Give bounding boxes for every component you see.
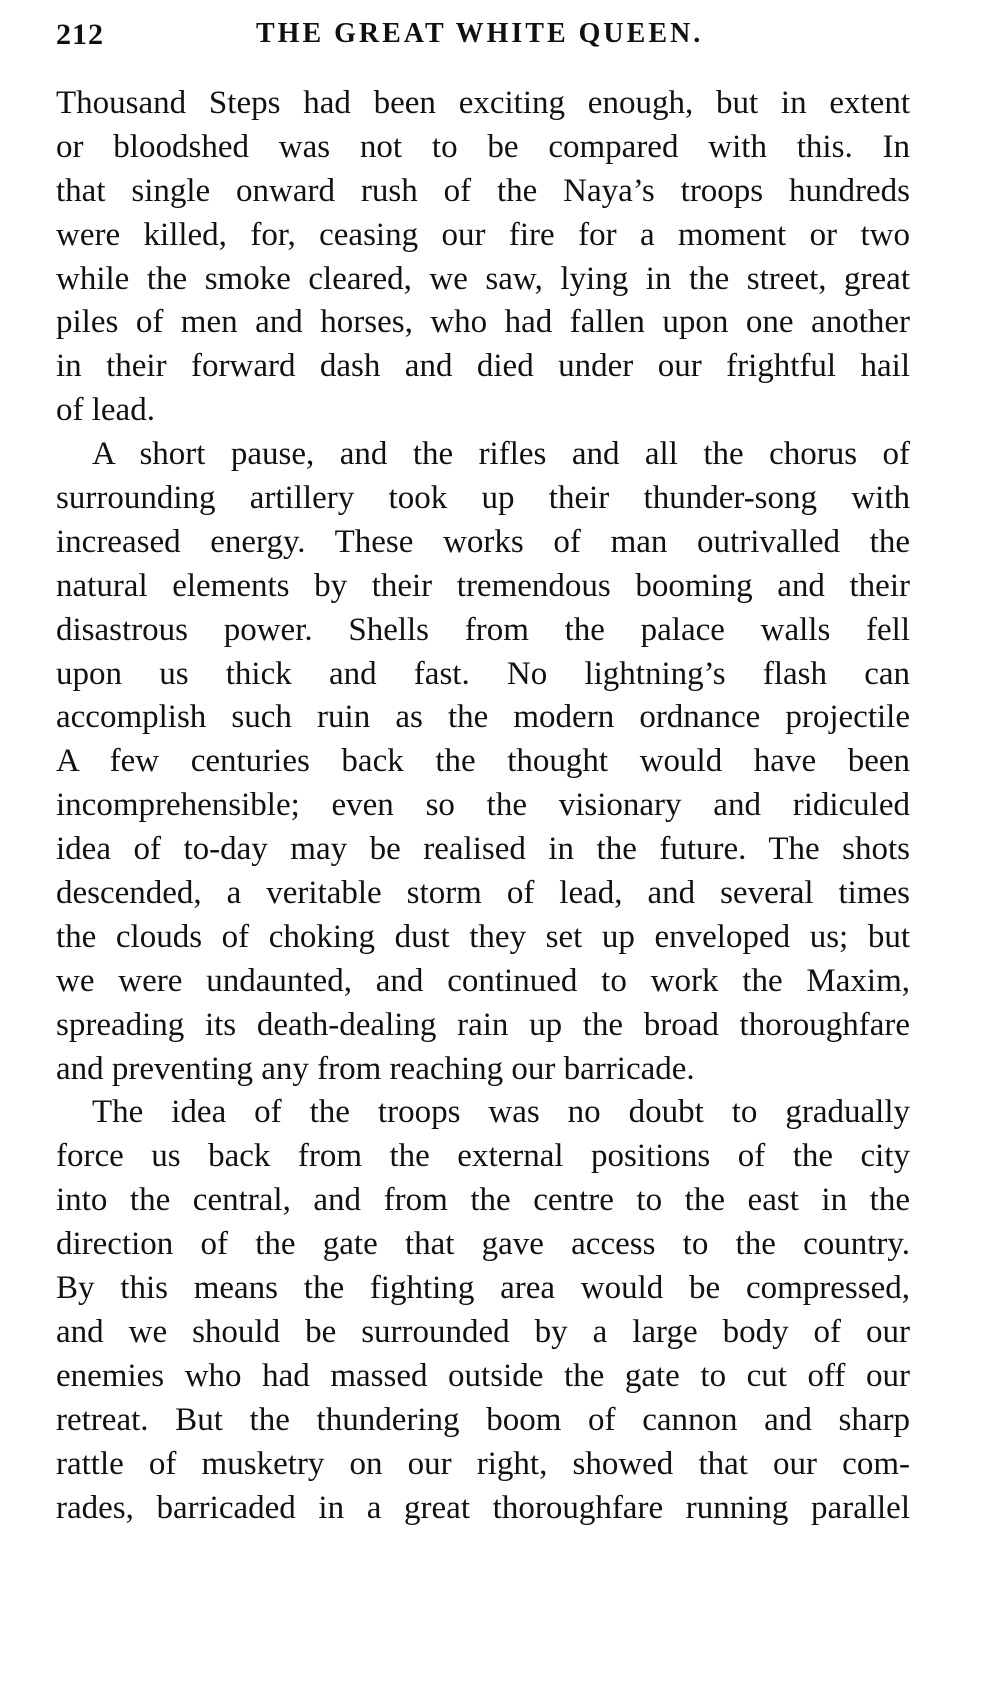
text-line: and preventing any from reaching our barricade. (56, 1050, 695, 1087)
text-line: while the smoke cleared, we saw, lying in the street, great (56, 260, 910, 297)
text-line: rades, barricaded in a great thoroughfare running parallel (56, 1489, 910, 1526)
page-number: 212 (56, 18, 104, 51)
text-line: force us back from the external positions of the city (56, 1138, 910, 1175)
text-line: direction of the gate that gave access to the country. (56, 1226, 910, 1263)
text-line: or bloodshed was not to be compared with this. In (56, 128, 910, 165)
text-line: idea of to-day may be realised in the future. The shots (56, 831, 910, 868)
text-line: descended, a veritable storm of lead, and several times (56, 875, 910, 912)
text-line: into the central, and from the centre to the east in the (56, 1182, 910, 1219)
text-line: spreading its death-dealing rain up the broad thoroughfare (56, 1006, 910, 1043)
text-line: surrounding artillery took up their thunder-song with (56, 480, 910, 517)
paragraph-first-line: A short pause, and the rifles and all the chorus of (92, 436, 910, 473)
text-line: enemies who had massed outside the gate to cut off our (56, 1357, 910, 1394)
text-line: we were undaunted, and continued to work the Maxim, (56, 962, 910, 999)
paragraph-first-line: The idea of the troops was no doubt to gradually (92, 1094, 910, 1131)
text-line: increased energy. These works of man outrivalled the (56, 523, 910, 560)
text-line: were killed, for, ceasing our fire for a moment or two (56, 216, 910, 253)
text-line: retreat. But the thundering boom of cannon and sharp (56, 1401, 910, 1438)
text-line: upon us thick and fast. No lightning’s flash can (56, 655, 910, 692)
text-line: natural elements by their tremendous booming and their (56, 567, 910, 604)
text-line: and we should be surrounded by a large body of our (56, 1313, 910, 1350)
text-line: disastrous power. Shells from the palace walls fell (56, 611, 910, 648)
text-line: in their forward dash and died under our frightful hail (56, 348, 910, 385)
text-line: Thousand Steps had been exciting enough, but in extent (56, 85, 910, 121)
text-line: By this means the fighting area would be compressed, (56, 1270, 910, 1307)
text-line: accomplish such ruin as the modern ordnance projectile (56, 699, 910, 736)
text-line: that single onward rush of the Naya’s troops hundreds (56, 172, 910, 209)
running-head: THE GREAT WHITE QUEEN. (256, 18, 704, 49)
text-line: piles of men and horses, who had fallen upon one another (56, 304, 910, 341)
text-line: the clouds of choking dust they set up enveloped us; but (56, 918, 910, 955)
page-header (56, 18, 910, 62)
body-text (56, 82, 910, 1530)
text-line: incomprehensible; even so the visionary and ridiculed (56, 787, 910, 824)
text-line: rattle of musketry on our right, showed that our com- (56, 1445, 910, 1482)
text-line: A few centuries back the thought would have been (56, 743, 910, 780)
text-line: of lead. (56, 392, 155, 429)
